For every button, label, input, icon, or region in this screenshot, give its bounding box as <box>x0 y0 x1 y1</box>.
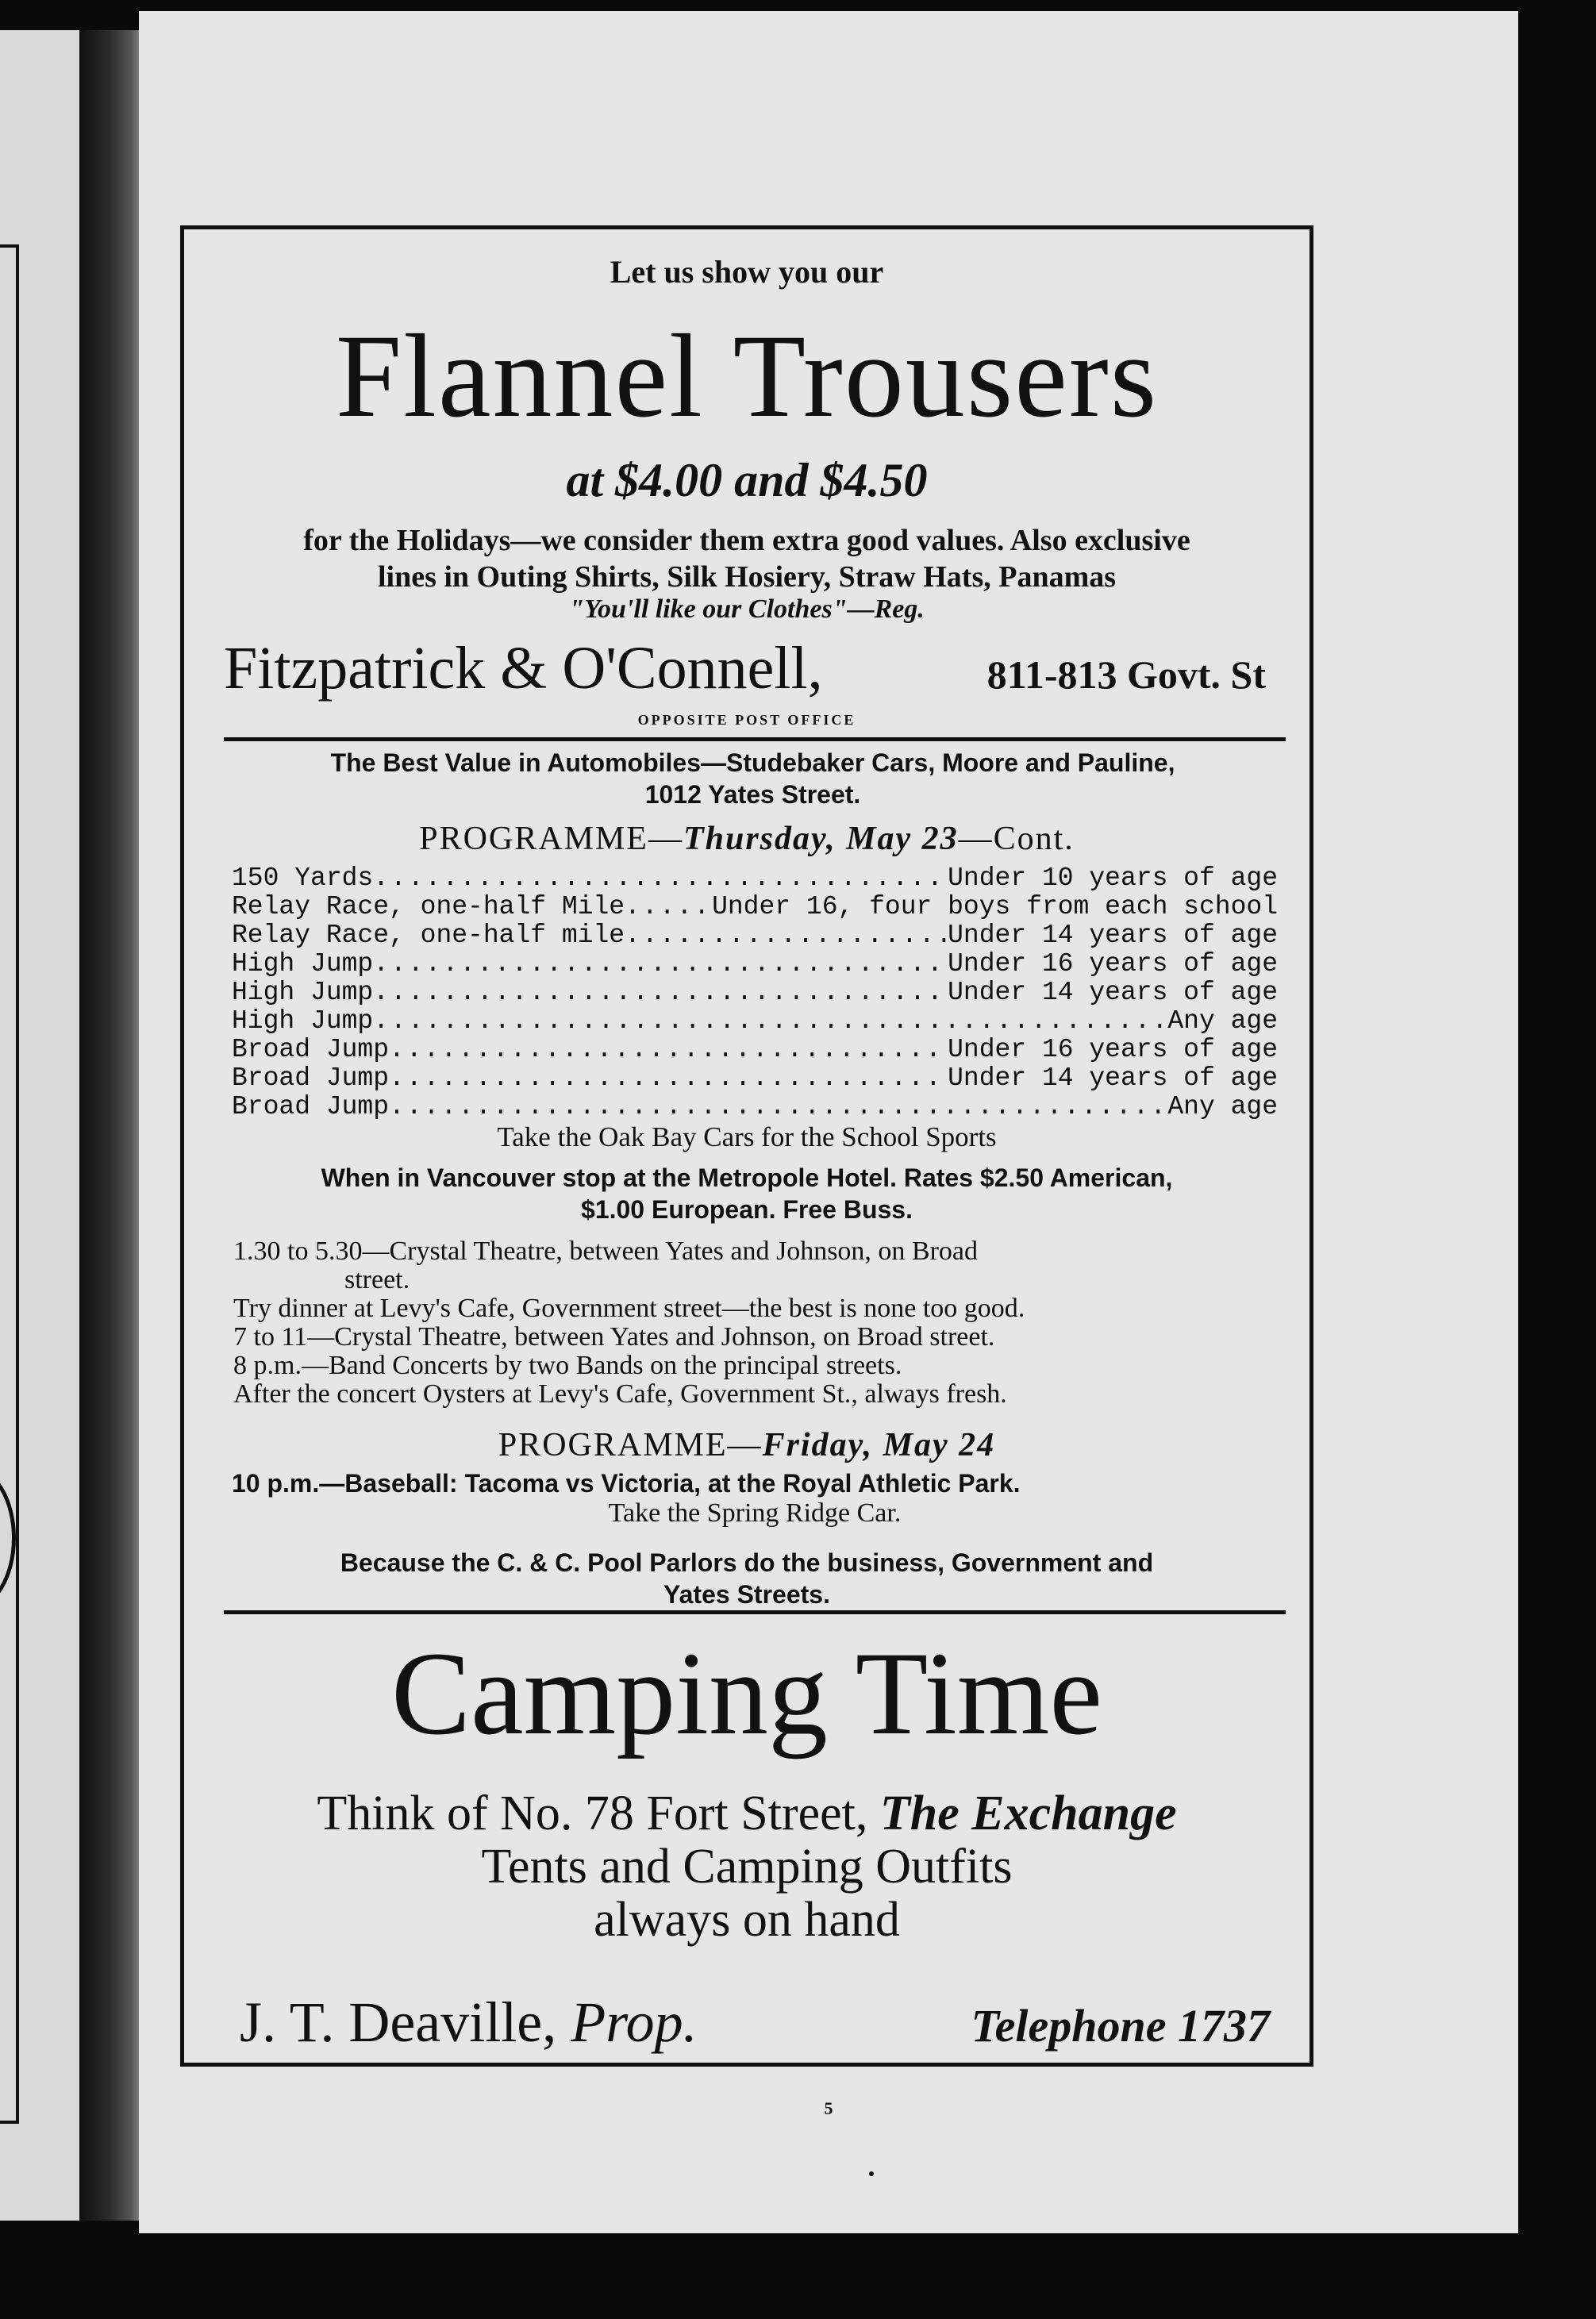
slogan: "You'll like our Clothes"—Reg. <box>569 594 925 624</box>
event-row <box>232 864 1278 893</box>
programme-day: Friday, May 24 <box>762 1427 996 1463</box>
event-name: Broad Jump <box>232 1036 390 1064</box>
camping-line: Tents and Camping Outfits <box>481 1839 1013 1894</box>
leader-dots <box>389 1064 948 1093</box>
evening-line: After the concert Oysters at Levy's Cafe, Government St., always fresh. <box>233 1380 1007 1409</box>
intro-text: Let us show you our <box>610 254 884 290</box>
page-number: 5 <box>824 2098 833 2118</box>
evening-line: 7 to 11—Crystal Theatre, between Yates and Johnson, on Broad street. <box>233 1323 995 1352</box>
proprietor <box>240 1990 698 2056</box>
flannel-headline: Flannel Trousers <box>335 310 1159 442</box>
pool-line: Because the C. & C. Pool Parlors do the business, Government and <box>340 1548 1154 1577</box>
store-name: The Exchange <box>879 1786 1177 1840</box>
event-row <box>232 979 1278 1007</box>
camping-address-line <box>184 1787 1309 1840</box>
event-list <box>232 864 1278 1121</box>
event-row <box>232 1036 1278 1064</box>
evening-line: 8 p.m.—Band Concerts by two Bands on the principal streets. <box>233 1352 902 1380</box>
event-row <box>232 1064 1278 1093</box>
programme-suffix: —Cont. <box>958 821 1075 857</box>
event-row <box>232 1093 1278 1121</box>
print-speck <box>869 2171 874 2176</box>
camping-line: always on hand <box>594 1892 900 1947</box>
firm-address: 811-813 Govt. St <box>986 652 1266 697</box>
metropole-line: $1.00 European. Free Buss. <box>581 1195 913 1224</box>
programme-day: Thursday, May 23 <box>683 821 959 857</box>
programme-label: PROGRAMME— <box>419 821 683 857</box>
event-row <box>232 921 1278 950</box>
event-rule: Under 14 years of age <box>948 979 1278 1007</box>
book-gutter <box>79 30 144 2221</box>
event-row <box>232 1007 1278 1036</box>
oak-bay-note: Take the Oak Bay Cars for the School Sports <box>497 1121 997 1152</box>
event-name: 150 Yards <box>232 864 374 893</box>
leader-dots <box>373 864 948 893</box>
event-rule: Any age <box>1167 1093 1278 1121</box>
evening-schedule <box>233 1237 1282 1409</box>
event-row <box>232 950 1278 979</box>
camping-headline: Camping Time <box>390 1628 1103 1759</box>
event-name: Broad Jump <box>232 1093 390 1121</box>
metropole-line: When in Vancouver stop at the Metropole Hotel. Rates $2.50 American, <box>321 1163 1173 1192</box>
page <box>139 11 1518 2233</box>
automobile-line: 1012 Yates Street. <box>644 780 861 809</box>
automobile-notice <box>184 747 1309 810</box>
event-rule: Under 16, four boys from each school <box>712 893 1278 921</box>
evening-line: street. <box>344 1266 410 1294</box>
pool-line: Yates Streets. <box>663 1580 830 1609</box>
programme-title-friday <box>184 1426 1309 1464</box>
pool-notice <box>184 1547 1309 1610</box>
evening-line: Try dinner at Levy's Cafe, Government street—the best is none too good. <box>233 1294 1025 1323</box>
programme-label: PROGRAMME— <box>498 1427 763 1463</box>
ad-copy-line: lines in Outing Shirts, Silk Hosiery, Straw Hats, Panamas <box>377 560 1117 594</box>
camping-address: Think of No. 78 Fort Street, <box>317 1786 868 1840</box>
leader-dots <box>389 1093 1167 1121</box>
leader-dots <box>373 979 948 1007</box>
ad-copy <box>184 523 1309 595</box>
event-rule: Under 14 years of age <box>948 921 1278 950</box>
event-name: High Jump <box>232 950 374 979</box>
baseball-line: 10 p.m.—Baseball: Tacoma vs Victoria, at the Royal Athletic Park. <box>232 1469 1021 1498</box>
proprietor-row <box>184 1990 1309 2056</box>
event-rule: Under 16 years of age <box>948 950 1278 979</box>
leader-dots <box>373 950 948 979</box>
advertisement-frame <box>180 225 1313 2067</box>
divider <box>224 737 1286 741</box>
price-line: at $4.00 and $4.50 <box>566 454 928 506</box>
event-name: High Jump <box>232 1007 374 1036</box>
leader-dots <box>625 921 948 950</box>
firm-row <box>184 634 1309 703</box>
firm-note: OPPOSITE POST OFFICE <box>637 712 856 728</box>
event-rule: Under 10 years of age <box>948 864 1278 893</box>
proprietor-title: Prop. <box>571 1990 698 2054</box>
event-rule: Under 16 years of age <box>948 1036 1278 1064</box>
metropole-notice <box>184 1162 1309 1225</box>
event-rule: Any age <box>1167 1007 1278 1036</box>
event-name: Relay Race, one-half mile <box>232 921 625 950</box>
baseball-notice <box>184 1469 1309 1529</box>
divider <box>224 1610 1286 1614</box>
leader-dots <box>389 1036 948 1064</box>
ad-copy-line: for the Holidays—we consider them extra good values. Also exclusive <box>303 524 1190 557</box>
evening-line: 1.30 to 5.30—Crystal Theatre, between Yates and Johnson, on Broad <box>233 1237 979 1266</box>
automobile-line: The Best Value in Automobiles—Studebaker Cars, Moore and Pauline, <box>330 748 1175 777</box>
telephone: Telephone 1737 <box>971 2000 1270 2052</box>
event-row <box>232 893 1278 921</box>
left-page-border <box>0 244 19 2124</box>
baseball-car-note: Take the Spring Ridge Car. <box>608 1498 902 1528</box>
leader-dots <box>373 1007 1167 1036</box>
event-rule: Under 14 years of age <box>948 1064 1278 1093</box>
camping-copy <box>184 1787 1309 1947</box>
event-name: Relay Race, one-half Mile <box>232 893 625 921</box>
firm-name: Fitzpatrick & O'Connell, <box>224 635 823 702</box>
leader-dots <box>625 893 712 921</box>
event-name: Broad Jump <box>232 1064 390 1093</box>
proprietor-name: J. T. Deaville, <box>240 1990 557 2054</box>
event-name: High Jump <box>232 979 374 1007</box>
programme-title-thursday <box>184 820 1309 858</box>
